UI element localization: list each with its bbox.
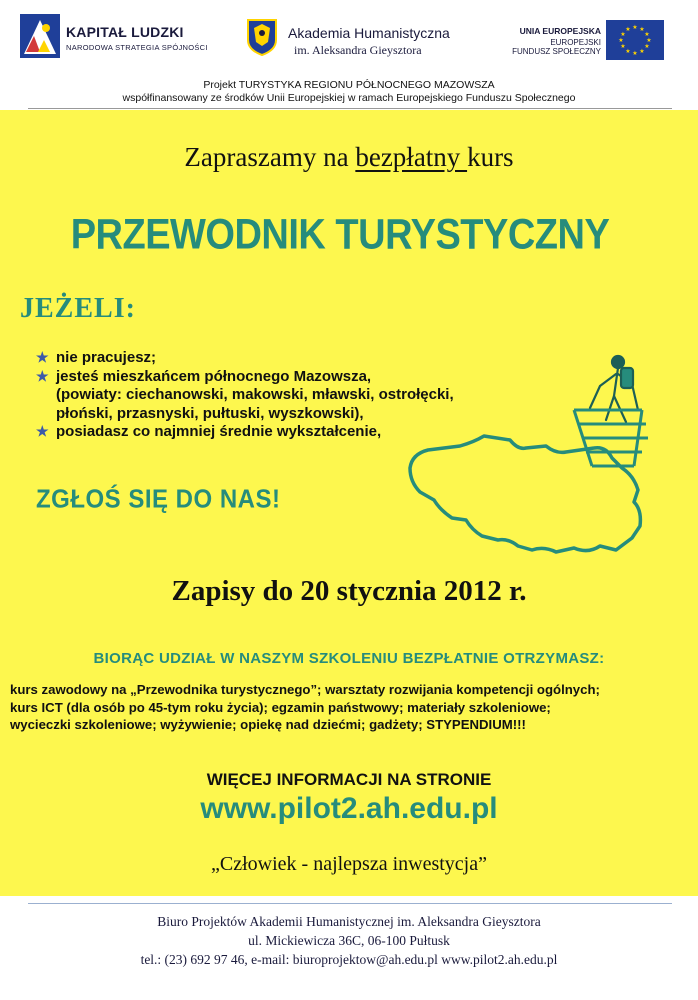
akademia-subtitle: im. Aleksandra Gieysztora	[294, 43, 422, 57]
akademia-name: Akademia Humanistyczna	[288, 25, 450, 41]
benefits-line: kurs ICT (dla osób po 45-tym roku życia); egzamin państwowy; materiały szkoleniowe;	[10, 699, 551, 715]
deadline: Zapisy do 20 stycznia 2012 r.	[171, 575, 527, 607]
website-link[interactable]: www.pilot2.ah.edu.pl	[200, 792, 498, 825]
hiker-on-map-icon	[342, 350, 672, 570]
invite-after: kurs	[467, 142, 514, 172]
svg-text:★: ★	[644, 31, 650, 38]
kapital-ludzki-logo-icon	[20, 14, 60, 58]
svg-text:★: ★	[625, 48, 631, 55]
motto: „Człowiek - najlepsza inwestycja”	[211, 853, 487, 875]
eu-label	[505, 26, 601, 56]
invite-before: Zapraszamy na	[184, 142, 356, 172]
star-icon: ★	[36, 423, 49, 439]
kapital-ludzki-subtitle: NARODOWA STRATEGIA SPÓJNOŚCI	[66, 43, 208, 52]
conditions-label: JEŻELI:	[20, 293, 136, 324]
akademia-crest-icon	[246, 18, 278, 56]
benefits-line: kurs zawodowy na „Przewodnika turystycznego”; warsztaty rozwijania kompetencji ogólnych;	[10, 682, 600, 697]
eu-line-1: UNIA EUROPEJSKA	[519, 26, 601, 36]
project-line-1: Projekt TURYSTYKA REGIONU PÓŁNOCNEGO MAZOWSZA	[203, 79, 495, 91]
eu-line-3: FUNDUSZ SPOŁECZNY	[512, 47, 601, 56]
footer-line-3: tel.: (23) 692 97 46, e-mail: biuroprojektow@ah.edu.pl www.pilot2.ah.edu.pl	[140, 952, 558, 967]
condition-text: posiadasz co najmniej średnie wykształcenie,	[56, 423, 382, 440]
svg-text:★: ★	[620, 43, 626, 50]
svg-text:★: ★	[639, 48, 645, 55]
star-icon: ★	[36, 367, 49, 384]
invite-line	[0, 142, 698, 173]
eu-flag-icon	[606, 20, 664, 60]
svg-text:★: ★	[639, 26, 645, 33]
svg-text:★: ★	[646, 37, 652, 44]
bottom-divider	[28, 903, 672, 904]
course-title: PRZEWODNIK TURYSTYCZNY	[70, 211, 610, 259]
apply-call: ZGŁOŚ SIĘ DO NAS!	[36, 484, 281, 515]
top-divider	[28, 108, 672, 109]
invite-underlined: bezpłatny	[355, 142, 468, 172]
svg-text:★: ★	[618, 37, 624, 44]
condition-text: płoński, przasnyski, pułtuski, wyszkowski),	[56, 404, 364, 422]
project-description	[0, 79, 698, 105]
svg-text:★: ★	[632, 50, 638, 57]
logo-row	[0, 0, 698, 72]
more-info-title: WIĘCEJ INFORMACJI NA STRONIE	[206, 770, 492, 789]
svg-text:★: ★	[644, 43, 650, 50]
hiker-figure	[590, 356, 638, 422]
project-line-2: współfinansowany ze środków Unii Europejskiej w ramach Europejskiego Funduszu Społecznego	[122, 92, 576, 104]
footer-contact	[0, 912, 698, 969]
benefits-line: wycieczki szkoleniowe; wyżywienie; opiekę nad dziećmi; gadżety; STYPENDIUM!!!	[10, 717, 526, 732]
svg-text:★: ★	[632, 24, 638, 31]
svg-text:★: ★	[620, 31, 626, 38]
condition-text: (powiaty: ciechanowski, makowski, mławski, ostrołęcki,	[56, 386, 454, 403]
star-icon: ★	[36, 349, 49, 365]
footer-line-1: Biuro Projektów Akademii Humanistycznej im. Aleksandra Gieysztora	[157, 914, 541, 929]
footer-line-2: ul. Mickiewicza 36C, 06-100 Pułtusk	[248, 933, 450, 948]
benefits-title: BIORĄC UDZIAŁ W NASZYM SZKOLENIU BEZPŁATNIE OTRZYMASZ:	[93, 650, 605, 667]
eu-line-2: EUROPEJSKI	[550, 38, 601, 47]
benefits-text	[10, 681, 690, 734]
condition-text: jesteś mieszkańcem północnego Mazowsza,	[56, 367, 372, 385]
kapital-ludzki-name: KAPITAŁ LUDZKI	[66, 24, 184, 40]
condition-text: nie pracujesz;	[56, 349, 157, 366]
svg-text:★: ★	[625, 26, 631, 33]
